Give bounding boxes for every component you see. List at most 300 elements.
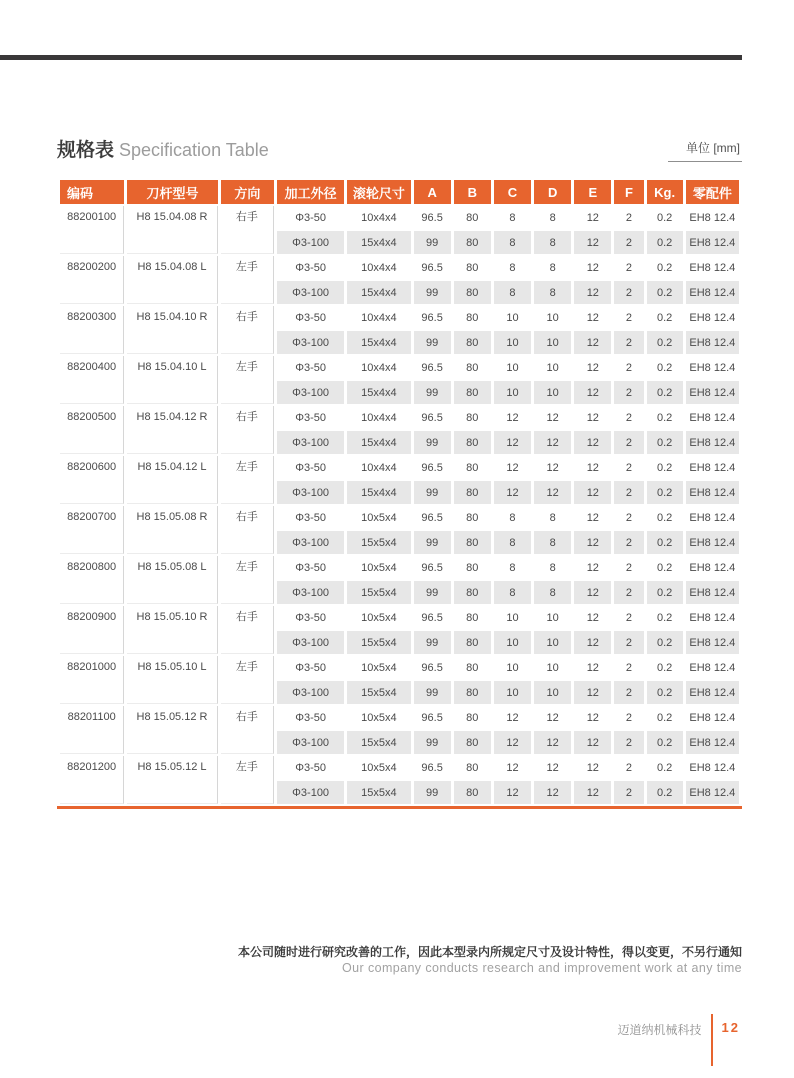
cell-value: 8	[494, 556, 531, 579]
col-header-direction: 方向	[221, 180, 274, 204]
page-number: 12	[721, 1020, 740, 1035]
cell-value: 8	[494, 206, 531, 229]
cell-value: 0.2	[647, 456, 683, 479]
cell-value: 99	[414, 731, 451, 754]
col-header-c: C	[494, 180, 531, 204]
cell-value: 10x5x4	[347, 656, 410, 679]
cell-value: 80	[454, 731, 491, 754]
cell-value: 8	[494, 281, 531, 304]
cell-value: 12	[494, 456, 531, 479]
col-header-kg: Kg.	[647, 180, 683, 204]
disclaimer-zh: 本公司随时进行研究改善的工作，因此本型录内所规定尺寸及设计特性，得以变更，不另行通知	[237, 945, 742, 959]
cell-value: 80	[454, 581, 491, 604]
table-row	[60, 206, 739, 229]
cell-value: 0.2	[647, 706, 683, 729]
cell-value: 10	[534, 331, 571, 354]
cell-value: Φ3-100	[277, 531, 344, 554]
cell-value: 15x4x4	[347, 331, 410, 354]
cell-value: 12	[534, 406, 571, 429]
cell-value: 0.2	[647, 256, 683, 279]
cell-value: 8	[534, 231, 571, 254]
cell-value: 12	[574, 581, 611, 604]
cell-value: 10	[534, 306, 571, 329]
cell-value: 15x5x4	[347, 731, 410, 754]
table-row	[60, 656, 739, 679]
cell-value: 12	[534, 456, 571, 479]
cell-value: 12	[574, 531, 611, 554]
cell-value: 10	[494, 631, 531, 654]
footer-divider	[711, 1014, 713, 1066]
cell-code: 88201200	[60, 756, 124, 804]
cell-value: Φ3-100	[277, 731, 344, 754]
cell-model: H8 15.04.08 L	[127, 256, 217, 304]
cell-value: 96.5	[414, 406, 451, 429]
cell-value: 2	[614, 531, 643, 554]
col-header-outer-diameter: 加工外径	[277, 180, 344, 204]
table-row	[60, 506, 739, 529]
cell-value: 80	[454, 456, 491, 479]
col-header-roller-size: 滚轮尺寸	[347, 180, 410, 204]
cell-direction: 右手	[221, 606, 274, 654]
cell-value: Φ3-100	[277, 481, 344, 504]
cell-value: 96.5	[414, 206, 451, 229]
cell-value: 2	[614, 606, 643, 629]
table-row	[60, 756, 739, 779]
cell-value: 2	[614, 306, 643, 329]
cell-direction: 右手	[221, 206, 274, 254]
table-row	[60, 456, 739, 479]
cell-value: 80	[454, 406, 491, 429]
cell-value: EH8 12.4	[686, 506, 739, 529]
cell-value: EH8 12.4	[686, 281, 739, 304]
cell-value: 12	[494, 706, 531, 729]
cell-value: 12	[574, 781, 611, 804]
cell-code: 88200900	[60, 606, 124, 654]
cell-value: EH8 12.4	[686, 381, 739, 404]
cell-value: 12	[574, 656, 611, 679]
cell-value: 80	[454, 506, 491, 529]
cell-value: 10x4x4	[347, 256, 410, 279]
cell-value: 99	[414, 231, 451, 254]
cell-value: EH8 12.4	[686, 656, 739, 679]
cell-value: 96.5	[414, 506, 451, 529]
table-row	[60, 556, 739, 579]
cell-value: 80	[454, 706, 491, 729]
cell-value: 10x5x4	[347, 706, 410, 729]
cell-value: 12	[574, 681, 611, 704]
cell-value: 0.2	[647, 506, 683, 529]
cell-value: Φ3-50	[277, 556, 344, 579]
cell-value: 12	[534, 731, 571, 754]
disclaimer	[57, 944, 742, 976]
cell-direction: 左手	[221, 556, 274, 604]
cell-value: 8	[494, 531, 531, 554]
cell-value: 96.5	[414, 656, 451, 679]
table-row	[60, 606, 739, 629]
cell-value: EH8 12.4	[686, 431, 739, 454]
cell-value: 15x5x4	[347, 681, 410, 704]
cell-value: 12	[574, 231, 611, 254]
cell-value: 80	[454, 631, 491, 654]
unit-label: 单位 [mm]	[668, 139, 742, 162]
cell-value: 2	[614, 481, 643, 504]
cell-code: 88200300	[60, 306, 124, 354]
cell-value: 80	[454, 656, 491, 679]
cell-value: 80	[454, 256, 491, 279]
cell-value: 8	[494, 256, 531, 279]
page-footer	[618, 1014, 740, 1066]
cell-value: 12	[574, 556, 611, 579]
table-row	[60, 306, 739, 329]
table-row	[60, 406, 739, 429]
cell-value: 99	[414, 431, 451, 454]
cell-value: EH8 12.4	[686, 631, 739, 654]
cell-value: 10	[534, 656, 571, 679]
cell-direction: 右手	[221, 506, 274, 554]
cell-model: H8 15.05.10 L	[127, 656, 217, 704]
cell-value: Φ3-50	[277, 256, 344, 279]
cell-value: 10x5x4	[347, 556, 410, 579]
cell-value: 12	[574, 406, 611, 429]
cell-value: 99	[414, 631, 451, 654]
cell-value: 0.2	[647, 681, 683, 704]
cell-value: 10	[534, 606, 571, 629]
cell-model: H8 15.04.12 R	[127, 406, 217, 454]
cell-code: 88200700	[60, 506, 124, 554]
cell-value: 2	[614, 731, 643, 754]
cell-value: 80	[454, 206, 491, 229]
cell-value: 99	[414, 581, 451, 604]
cell-value: 2	[614, 206, 643, 229]
disclaimer-en: Our company conducts research and improvement work at any time	[342, 961, 742, 975]
col-header-spare-parts: 零配件	[686, 180, 739, 204]
cell-model: H8 15.05.10 R	[127, 606, 217, 654]
page-title-zh: 规格表	[57, 140, 115, 161]
specification-table	[57, 178, 742, 806]
cell-value: 10	[494, 656, 531, 679]
cell-code: 88200800	[60, 556, 124, 604]
cell-value: 10x4x4	[347, 206, 410, 229]
cell-value: 2	[614, 706, 643, 729]
cell-value: 12	[574, 431, 611, 454]
cell-direction: 右手	[221, 406, 274, 454]
cell-value: EH8 12.4	[686, 556, 739, 579]
cell-value: 80	[454, 606, 491, 629]
cell-value: EH8 12.4	[686, 456, 739, 479]
cell-value: 80	[454, 556, 491, 579]
cell-value: 99	[414, 681, 451, 704]
cell-value: 10	[494, 331, 531, 354]
cell-value: EH8 12.4	[686, 231, 739, 254]
cell-value: 96.5	[414, 756, 451, 779]
cell-value: EH8 12.4	[686, 781, 739, 804]
cell-value: 2	[614, 331, 643, 354]
cell-value: EH8 12.4	[686, 756, 739, 779]
cell-value: Φ3-50	[277, 306, 344, 329]
cell-model: H8 15.05.12 R	[127, 706, 217, 754]
cell-direction: 左手	[221, 756, 274, 804]
cell-value: 0.2	[647, 406, 683, 429]
cell-value: 0.2	[647, 556, 683, 579]
cell-value: 15x4x4	[347, 481, 410, 504]
cell-value: 99	[414, 481, 451, 504]
cell-value: 2	[614, 231, 643, 254]
specification-table-container	[57, 178, 742, 809]
cell-value: 10	[534, 631, 571, 654]
cell-model: H8 15.05.12 L	[127, 756, 217, 804]
cell-value: 96.5	[414, 606, 451, 629]
cell-value: 12	[494, 781, 531, 804]
cell-value: 12	[574, 206, 611, 229]
cell-value: 10x5x4	[347, 606, 410, 629]
cell-value: 2	[614, 756, 643, 779]
cell-value: EH8 12.4	[686, 406, 739, 429]
col-header-d: D	[534, 180, 571, 204]
cell-value: 15x4x4	[347, 381, 410, 404]
cell-value: 10	[534, 681, 571, 704]
cell-value: Φ3-100	[277, 281, 344, 304]
cell-value: 10	[494, 381, 531, 404]
cell-value: 8	[534, 256, 571, 279]
cell-value: 2	[614, 506, 643, 529]
cell-value: EH8 12.4	[686, 256, 739, 279]
cell-value: 15x5x4	[347, 781, 410, 804]
cell-value: 12	[534, 781, 571, 804]
cell-value: 12	[574, 356, 611, 379]
cell-model: H8 15.04.12 L	[127, 456, 217, 504]
cell-value: 2	[614, 356, 643, 379]
cell-value: EH8 12.4	[686, 606, 739, 629]
cell-value: 10	[534, 356, 571, 379]
cell-value: 2	[614, 456, 643, 479]
cell-value: EH8 12.4	[686, 306, 739, 329]
cell-value: 12	[494, 756, 531, 779]
cell-direction: 左手	[221, 456, 274, 504]
cell-value: 15x5x4	[347, 581, 410, 604]
cell-value: 2	[614, 556, 643, 579]
cell-value: 80	[454, 431, 491, 454]
cell-value: 12	[574, 456, 611, 479]
cell-value: 0.2	[647, 631, 683, 654]
cell-value: 80	[454, 481, 491, 504]
cell-code: 88201000	[60, 656, 124, 704]
cell-value: 0.2	[647, 656, 683, 679]
cell-value: EH8 12.4	[686, 331, 739, 354]
top-accent-bar	[0, 55, 742, 60]
cell-value: 96.5	[414, 356, 451, 379]
cell-value: 2	[614, 581, 643, 604]
cell-value: 10	[494, 606, 531, 629]
cell-value: 80	[454, 281, 491, 304]
cell-value: EH8 12.4	[686, 481, 739, 504]
cell-value: 99	[414, 531, 451, 554]
cell-value: 99	[414, 781, 451, 804]
cell-value: Φ3-100	[277, 681, 344, 704]
cell-value: 0.2	[647, 206, 683, 229]
cell-value: 12	[574, 756, 611, 779]
cell-value: Φ3-100	[277, 581, 344, 604]
col-header-e: E	[574, 180, 611, 204]
cell-value: 2	[614, 631, 643, 654]
cell-value: 80	[454, 231, 491, 254]
cell-value: 12	[534, 481, 571, 504]
cell-value: Φ3-50	[277, 406, 344, 429]
cell-value: 80	[454, 531, 491, 554]
cell-value: 0.2	[647, 531, 683, 554]
cell-value: 10x5x4	[347, 506, 410, 529]
cell-direction: 右手	[221, 706, 274, 754]
cell-value: 15x5x4	[347, 531, 410, 554]
cell-value: 96.5	[414, 456, 451, 479]
cell-value: 12	[574, 631, 611, 654]
col-header-code: 编码	[60, 180, 124, 204]
cell-code: 88200400	[60, 356, 124, 404]
cell-value: 15x5x4	[347, 631, 410, 654]
cell-value: 15x4x4	[347, 231, 410, 254]
cell-value: 12	[574, 256, 611, 279]
cell-value: EH8 12.4	[686, 731, 739, 754]
cell-value: 99	[414, 381, 451, 404]
cell-value: 10x4x4	[347, 456, 410, 479]
cell-value: 10x4x4	[347, 356, 410, 379]
cell-value: 2	[614, 656, 643, 679]
cell-code: 88200200	[60, 256, 124, 304]
table-row	[60, 356, 739, 379]
cell-value: 8	[534, 506, 571, 529]
cell-value: 2	[614, 406, 643, 429]
cell-value: Φ3-50	[277, 206, 344, 229]
cell-value: Φ3-100	[277, 631, 344, 654]
cell-value: 96.5	[414, 706, 451, 729]
cell-value: 2	[614, 781, 643, 804]
cell-model: H8 15.05.08 L	[127, 556, 217, 604]
cell-value: 2	[614, 256, 643, 279]
cell-value: 2	[614, 681, 643, 704]
cell-code: 88200100	[60, 206, 124, 254]
cell-value: 0.2	[647, 756, 683, 779]
cell-value: 0.2	[647, 356, 683, 379]
table-row	[60, 706, 739, 729]
cell-value: EH8 12.4	[686, 581, 739, 604]
cell-value: Φ3-100	[277, 331, 344, 354]
cell-value: 8	[534, 531, 571, 554]
cell-value: 8	[534, 556, 571, 579]
cell-value: 10x4x4	[347, 306, 410, 329]
cell-value: Φ3-50	[277, 356, 344, 379]
cell-value: 2	[614, 381, 643, 404]
cell-value: 10	[494, 356, 531, 379]
cell-value: 10x4x4	[347, 406, 410, 429]
cell-value: 12	[534, 756, 571, 779]
spec-table-body	[60, 206, 739, 804]
cell-value: 8	[534, 206, 571, 229]
cell-value: Φ3-50	[277, 506, 344, 529]
cell-value: 96.5	[414, 306, 451, 329]
cell-value: 12	[574, 331, 611, 354]
cell-value: Φ3-50	[277, 756, 344, 779]
cell-direction: 左手	[221, 356, 274, 404]
cell-value: 12	[574, 706, 611, 729]
cell-value: 2	[614, 431, 643, 454]
cell-value: 96.5	[414, 556, 451, 579]
cell-value: Φ3-50	[277, 706, 344, 729]
cell-model: H8 15.05.08 R	[127, 506, 217, 554]
cell-value: 12	[574, 381, 611, 404]
cell-direction: 左手	[221, 256, 274, 304]
cell-value: 12	[574, 731, 611, 754]
table-header-row	[60, 180, 739, 204]
cell-value: 0.2	[647, 606, 683, 629]
cell-value: 12	[534, 706, 571, 729]
cell-model: H8 15.04.08 R	[127, 206, 217, 254]
cell-code: 88200500	[60, 406, 124, 454]
cell-value: 99	[414, 281, 451, 304]
cell-value: 12	[494, 431, 531, 454]
col-header-f: F	[614, 180, 643, 204]
cell-value: EH8 12.4	[686, 706, 739, 729]
col-header-b: B	[454, 180, 491, 204]
cell-value: 10x5x4	[347, 756, 410, 779]
cell-value: 12	[574, 481, 611, 504]
cell-value: 80	[454, 381, 491, 404]
cell-value: 8	[494, 581, 531, 604]
cell-value: 12	[534, 431, 571, 454]
cell-value: 12	[574, 506, 611, 529]
page-title-en: Specification Table	[119, 140, 269, 160]
cell-value: 80	[454, 356, 491, 379]
cell-value: 12	[494, 731, 531, 754]
cell-value: 8	[534, 581, 571, 604]
cell-value: Φ3-100	[277, 381, 344, 404]
cell-value: Φ3-100	[277, 231, 344, 254]
table-row	[60, 256, 739, 279]
cell-value: 0.2	[647, 231, 683, 254]
cell-value: 2	[614, 281, 643, 304]
cell-value: EH8 12.4	[686, 206, 739, 229]
cell-value: Φ3-100	[277, 431, 344, 454]
section-header	[57, 138, 742, 163]
cell-value: 80	[454, 681, 491, 704]
cell-value: 96.5	[414, 256, 451, 279]
cell-value: 15x4x4	[347, 281, 410, 304]
company-name: 迈道纳机械科技	[617, 1023, 702, 1037]
cell-value: 0.2	[647, 581, 683, 604]
col-header-a: A	[414, 180, 451, 204]
cell-value: 12	[574, 606, 611, 629]
cell-value: 10	[494, 681, 531, 704]
cell-value: 0.2	[647, 381, 683, 404]
col-header-model: 刀杆型号	[127, 180, 217, 204]
cell-value: EH8 12.4	[686, 681, 739, 704]
cell-value: 12	[494, 481, 531, 504]
cell-value: 8	[494, 506, 531, 529]
cell-value: 8	[534, 281, 571, 304]
cell-value: EH8 12.4	[686, 531, 739, 554]
cell-value: 0.2	[647, 431, 683, 454]
cell-value: 0.2	[647, 331, 683, 354]
cell-value: 0.2	[647, 781, 683, 804]
cell-value: 80	[454, 756, 491, 779]
cell-value: 12	[494, 406, 531, 429]
cell-value: 0.2	[647, 306, 683, 329]
cell-value: Φ3-50	[277, 656, 344, 679]
cell-value: 80	[454, 781, 491, 804]
cell-value: EH8 12.4	[686, 356, 739, 379]
cell-value: 80	[454, 306, 491, 329]
cell-model: H8 15.04.10 L	[127, 356, 217, 404]
cell-value: Φ3-50	[277, 456, 344, 479]
cell-value: 99	[414, 331, 451, 354]
